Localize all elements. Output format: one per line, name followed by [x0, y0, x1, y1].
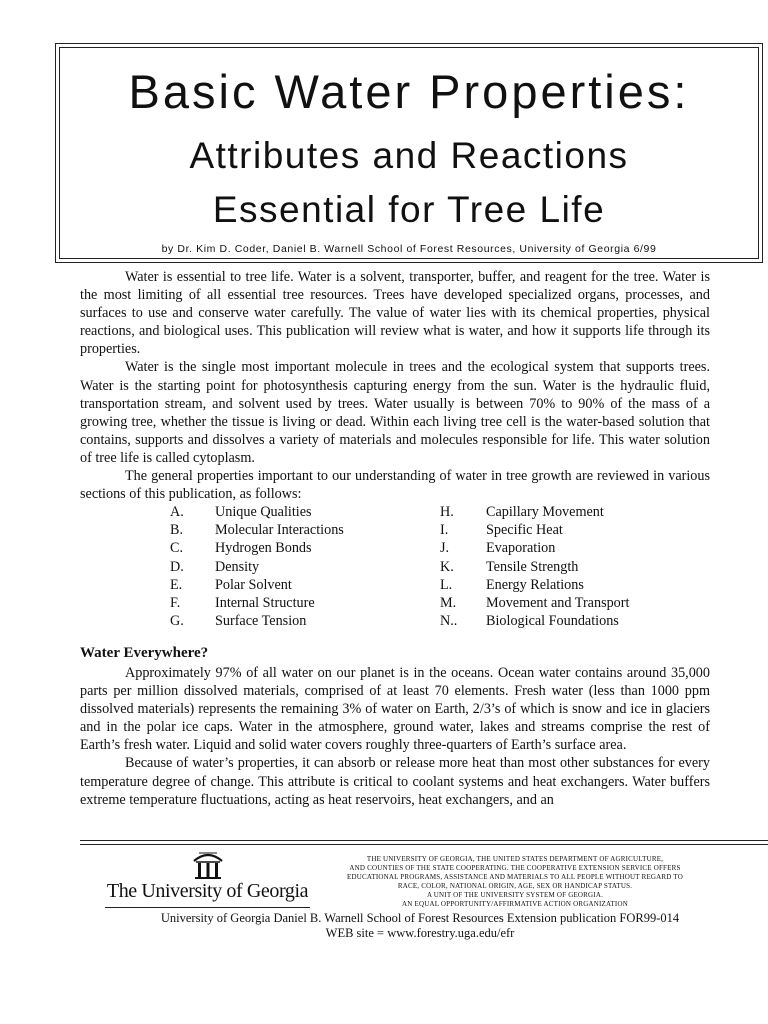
- disclaimer-line: THE UNIVERSITY OF GEORGIA, THE UNITED STATES DEPARTMENT OF AGRICULTURE,: [366, 855, 664, 863]
- toc-item: Molecular Interactions: [215, 522, 344, 539]
- toc-letter: C.: [170, 540, 184, 557]
- website-line: WEB site = www.forestry.uga.edu/efr: [325, 926, 515, 940]
- arch-icon: [191, 847, 225, 881]
- toc-item: Density: [215, 558, 260, 575]
- toc-item: Surface Tension: [215, 612, 307, 629]
- footer-divider-top: [80, 840, 768, 841]
- author-byline: by Dr. Kim D. Coder, Daniel B. Warnell School of Forest Resources, University of Georgia 6/99: [161, 243, 657, 255]
- toc-letter: G.: [170, 612, 184, 629]
- disclaimer-line: EDUCATIONAL PROGRAMS, ASSISTANCE AND MATERIALS TO ALL PEOPLE WITHOUT REGARD TO: [347, 873, 683, 881]
- intro-paragraph-1: Water is essential to tree life. Water is a solvent, transporter, buffer, and reagent for the tree. Water is the most limiting of all essential tree resources. Trees have developed specialized organs, processes, and surfaces to use and conserve water carefully. The value of water lies with its chemical properties, physical reactions, and biological uses. This publication will review what is water, and how it supports life through its properties.: [80, 269, 710, 358]
- section-heading: Water Everywhere?: [80, 644, 209, 661]
- publication-info: [130, 911, 710, 941]
- publication-line: University of Georgia Daniel B. Warnell School of Forest Resources Extension publication FOR99-014: [160, 911, 680, 925]
- toc-item: Hydrogen Bonds: [215, 540, 312, 557]
- toc-item: Tensile Strength: [486, 558, 579, 575]
- disclaimer-line: AND COUNTIES OF THE STATE COOPERATING. THE COOPERATIVE EXTENSION SERVICE OFFERS: [349, 864, 681, 872]
- toc-letter: H.: [440, 504, 454, 521]
- toc-item: Specific Heat: [486, 522, 563, 539]
- equal-opportunity-statement: [320, 855, 710, 909]
- toc-letter: L.: [440, 576, 453, 593]
- toc-item: Movement and Transport: [486, 594, 630, 611]
- toc-letter: A.: [170, 504, 184, 521]
- toc-item: Evaporation: [486, 540, 556, 557]
- toc-letter: I.: [440, 522, 449, 539]
- document-subtitle-line-1: Attributes and Reactions: [189, 135, 629, 176]
- toc-item: Internal Structure: [215, 594, 315, 611]
- university-logo: [105, 847, 310, 909]
- document-title: Basic Water Properties:: [128, 65, 690, 118]
- footer-divider-bottom: [80, 844, 768, 845]
- toc-item: Unique Qualities: [215, 504, 312, 521]
- disclaimer-line: AN EQUAL OPPORTUNITY/AFFIRMATIVE ACTION ORGANIZATION: [402, 900, 628, 908]
- toc-item: Biological Foundations: [486, 612, 619, 629]
- toc-letter: J.: [440, 540, 450, 557]
- logo-wordmark: The University of Georgia: [106, 880, 309, 902]
- main-body: [80, 268, 710, 809]
- logo-underline: [105, 907, 310, 908]
- toc-letter: N..: [440, 612, 458, 629]
- disclaimer-line: RACE, COLOR, NATIONAL ORIGIN, AGE, SEX OR HANDICAP STATUS.: [397, 882, 633, 890]
- toc-letter: E.: [170, 576, 183, 593]
- section-paragraph-1: Approximately 97% of all water on our planet is in the oceans. Ocean water contains around 35,000 parts per million dissolved materials, comprised of at least 70 elements. Fresh water (less than 1000 ppm dissolved materials) represents the remaining 3% of water on Earth, 2/3’s of which is snow and ice in glaciers and in the polar ice caps. Water in the atmosphere, ground water, lakes and streams comprise the rest of Earth’s fresh water. Liquid and solid water covers roughly three-quarters of Earth’s surface area.: [80, 664, 710, 754]
- toc-item: Energy Relations: [486, 576, 584, 593]
- section-list: [170, 503, 710, 630]
- toc-item: Capillary Movement: [486, 504, 604, 521]
- disclaimer-line: A UNIT OF THE UNIVERSITY SYSTEM OF GEORGIA.: [426, 891, 604, 899]
- section-paragraph-2: Because of water’s properties, it can absorb or release more heat than most other substances for every temperature degree of change. This attribute is critical to coolant systems and heat exchangers. Water buffers extreme temperature fluctuations, acting as heat reservoirs, heat exchangers, and an: [80, 755, 710, 808]
- toc-letter: M.: [440, 594, 457, 611]
- intro-paragraph-2: Water is the single most important molecule in trees and the ecological system that supports trees. Water is the starting point for photosynthesis capturing energy from the sun. Water is the hydraulic fluid, transportation stream, and solvent used by trees. Water usually is between 70% to 90% of the mass of a growing tree, whether the tissue is living or dead. Within each living tree cell is the water-based solution that contains, supports and dissolves a variety of materials and molecules responsible for life. This water solution of tree life is called cytoplasm.: [80, 359, 710, 466]
- toc-letter: D.: [170, 558, 184, 575]
- title-inner-frame: [59, 47, 759, 259]
- toc-letter: K.: [440, 558, 454, 575]
- toc-letter: B.: [170, 522, 184, 539]
- intro-paragraph-3: The general properties important to our understanding of water in tree growth are reviewed in various sections of this publication, as follows:: [80, 468, 710, 503]
- toc-item: Polar Solvent: [215, 576, 292, 593]
- title-box: [55, 43, 763, 263]
- document-subtitle-line-2: Essential for Tree Life: [212, 189, 606, 230]
- toc-letter: F.: [170, 594, 181, 611]
